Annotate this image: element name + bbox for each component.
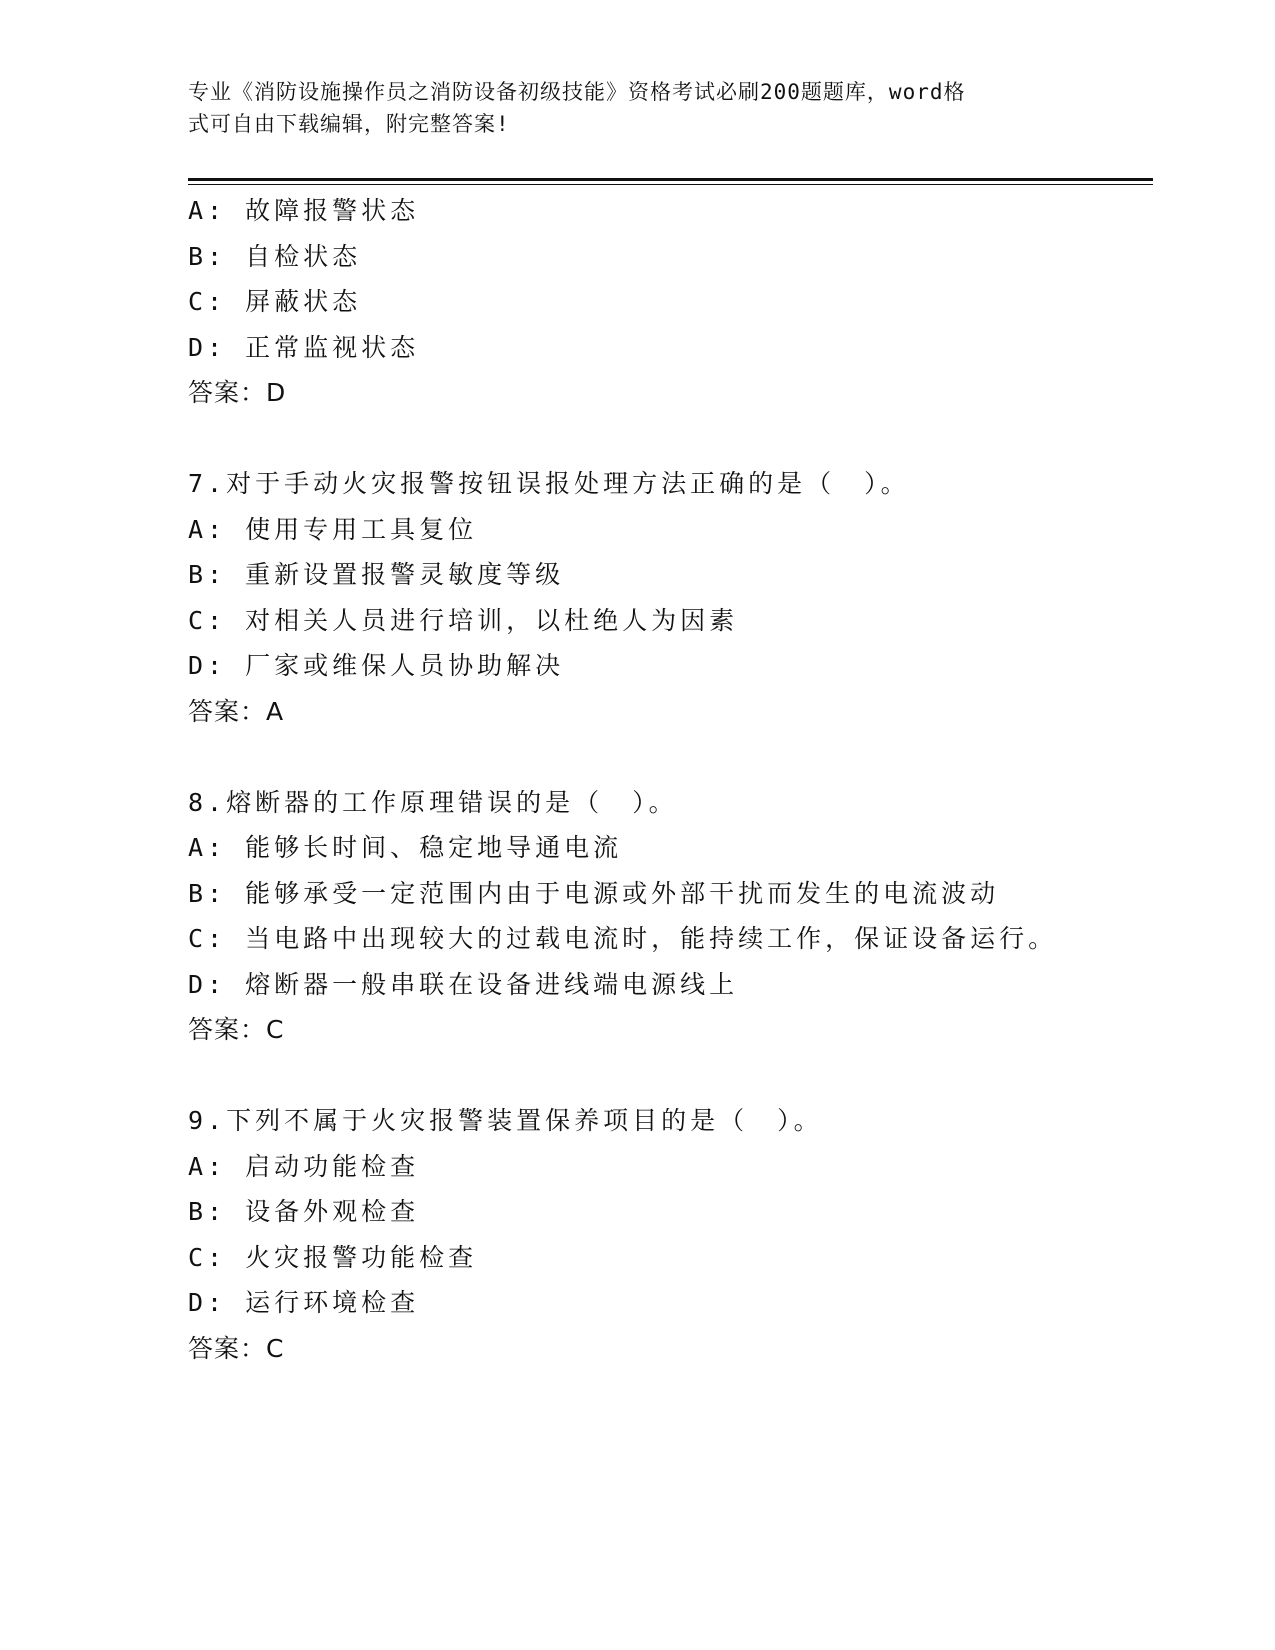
option-b: B: 重新设置报警灵敏度等级 — [188, 560, 565, 589]
spacer — [188, 416, 1153, 462]
question-stem: 8.熔断器的工作原理错误的是（ ）。 — [188, 787, 678, 817]
header-divider-thin — [188, 184, 1153, 185]
option-a: A: 启动功能检查 — [188, 1151, 420, 1181]
header-line-1: 专业《消防设施操作员之消防设备初级技能》资格考试必刷200题题库，word格 — [188, 80, 966, 104]
option-d: D: 厂家或维保人员协助解决 — [188, 651, 565, 680]
option-c: C: 屏蔽状态 — [188, 287, 362, 316]
question-block-8 — [188, 780, 1153, 1053]
question-block-7 — [188, 461, 1153, 734]
option-b: B: 能够承受一定范围内由于电源或外部干扰而发生的电流波动 — [188, 878, 1000, 908]
option-b: B: 自检状态 — [188, 241, 362, 271]
header-divider-thick — [188, 178, 1153, 181]
answer-line: 答案：D — [188, 378, 287, 407]
option-a: A: 能够长时间、稳定地导通电流 — [188, 833, 623, 862]
header-line-2: 式可自由下载编辑，附完整答案! — [188, 112, 510, 136]
option-b: B: 设备外观检查 — [188, 1197, 420, 1226]
spacer — [188, 734, 1153, 780]
answer-line: 答案：C — [188, 1333, 285, 1363]
option-d: D: 正常监视状态 — [188, 332, 420, 362]
spacer — [188, 1053, 1153, 1099]
question-block-9 — [188, 1098, 1153, 1371]
document-header — [188, 76, 1068, 140]
answer-line: 答案：C — [188, 1015, 285, 1044]
option-c: C: 火灾报警功能检查 — [188, 1242, 478, 1272]
option-c: C: 当电路中出现较大的过载电流时，能持续工作，保证设备运行。 — [188, 924, 1058, 953]
option-d: D: 运行环境检查 — [188, 1288, 420, 1317]
option-a: A: 使用专用工具复位 — [188, 514, 478, 544]
question-stem: 9.下列不属于火灾报警装置保养项目的是（ ）。 — [188, 1106, 823, 1135]
option-c: C: 对相关人员进行培训，以杜绝人为因素 — [188, 605, 739, 635]
question-block-6 — [188, 188, 1153, 416]
option-d: D: 熔断器一般串联在设备进线端电源线上 — [188, 969, 739, 999]
answer-line: 答案：A — [188, 696, 285, 726]
option-a: A: 故障报警状态 — [188, 196, 420, 225]
question-content — [188, 188, 1153, 1371]
question-stem: 7.对于手动火灾报警按钮误报处理方法正确的是（ ）。 — [188, 469, 910, 498]
